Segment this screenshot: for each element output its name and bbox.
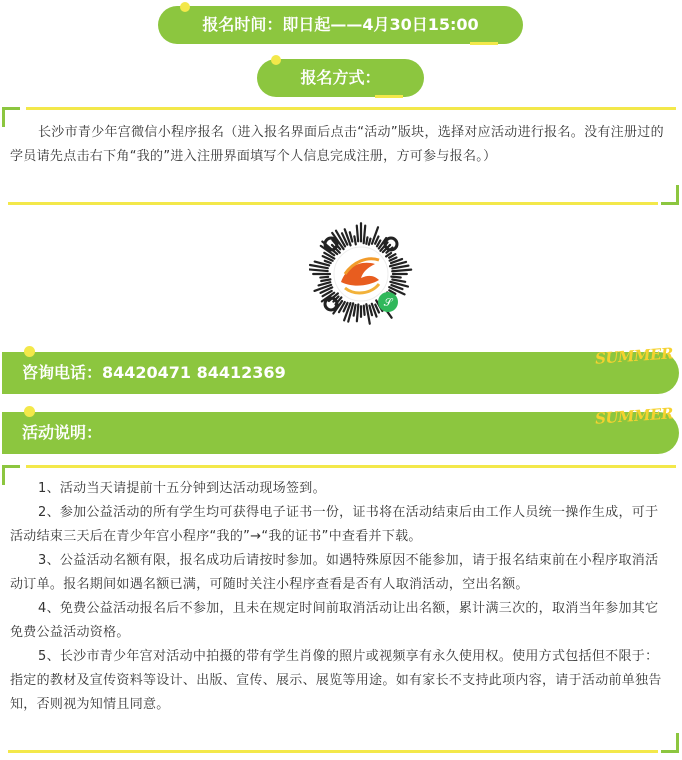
mini-program-qr-code[interactable]: [309, 222, 413, 326]
note-item: 5、长沙市青少年宫对活动中拍摄的带有学生肖像的照片或视频享有永久使用权。使用方式包括但不限于：指定的教材及宣传资料等设计、出版、宣传、展示、展览等用途。如有家长不支持此项内容，请于活动前单独告知，否则视为知情且同意。: [10, 649, 662, 712]
activity-notes-bar: [2, 404, 679, 454]
decor-dot: [180, 2, 190, 12]
method-text: 长沙市青少年宫微信小程序报名（进入报名界面后点击“活动”版块，选择对应活动进行报名。没有注册过的学员请先点击右下角“我的”进入注册界面填写个人信息完成注册，方可参与报名。）: [10, 125, 664, 164]
frame-corner-br: [661, 750, 679, 753]
frame-corner-tl: [2, 107, 20, 110]
consult-phone-bar: [2, 344, 679, 394]
summer-badge: SUMMER: [594, 404, 674, 428]
registration-time: 报名时间：即日起——4月30日15:00: [202, 15, 479, 34]
frame-bottom-line: [8, 202, 658, 205]
frame-corner-tl: [2, 465, 5, 485]
frame-top-line: [26, 107, 676, 110]
consult-phone: 咨询电话：84420471 84412369: [22, 363, 286, 382]
frame-corner-tl: [2, 107, 5, 127]
decor-dot: [271, 55, 281, 65]
frame-corner-tl: [2, 465, 20, 468]
frame-top-line: [26, 465, 676, 468]
note-item: 1、活动当天请提前十五分钟到达活动现场签到。: [38, 481, 326, 496]
activity-notes-title: 活动说明：: [22, 423, 103, 442]
decor-underline: [470, 42, 498, 45]
notes-frame: [2, 465, 679, 753]
mini-program-badge-icon: [378, 292, 398, 312]
svg-text:𝒮: 𝒮: [383, 296, 393, 309]
registration-time-pill: [158, 6, 523, 44]
frame-bottom-line: [8, 750, 658, 753]
method-frame: [2, 107, 679, 205]
registration-method-label: 报名方式：: [300, 68, 381, 87]
decor-dot: [24, 406, 35, 417]
frame-corner-br: [661, 202, 679, 205]
decor-underline: [375, 95, 403, 98]
notes-list: [10, 477, 670, 717]
summer-badge: SUMMER: [594, 344, 674, 368]
note-item: 4、免费公益活动报名后不参加，且未在规定时间前取消活动让出名额，累计满三次的，取消当年参加其它免费公益活动资格。: [10, 601, 659, 640]
note-item: 2、参加公益活动的所有学生均可获得电子证书一份，证书将在活动结束后由工作人员统一操作生成，可于活动结束三天后在青少年宫小程序“我的”→“我的证书”中查看并下载。: [10, 505, 659, 544]
registration-method-pill: [257, 59, 424, 97]
decor-dot: [24, 346, 35, 357]
note-item: 3、公益活动名额有限，报名成功后请按时参加。如遇特殊原因不能参加，请于报名结束前在小程序取消活动订单。报名期间如遇名额已满，可随时关注小程序查看是否有人取消活动，空出名额。: [10, 553, 659, 592]
